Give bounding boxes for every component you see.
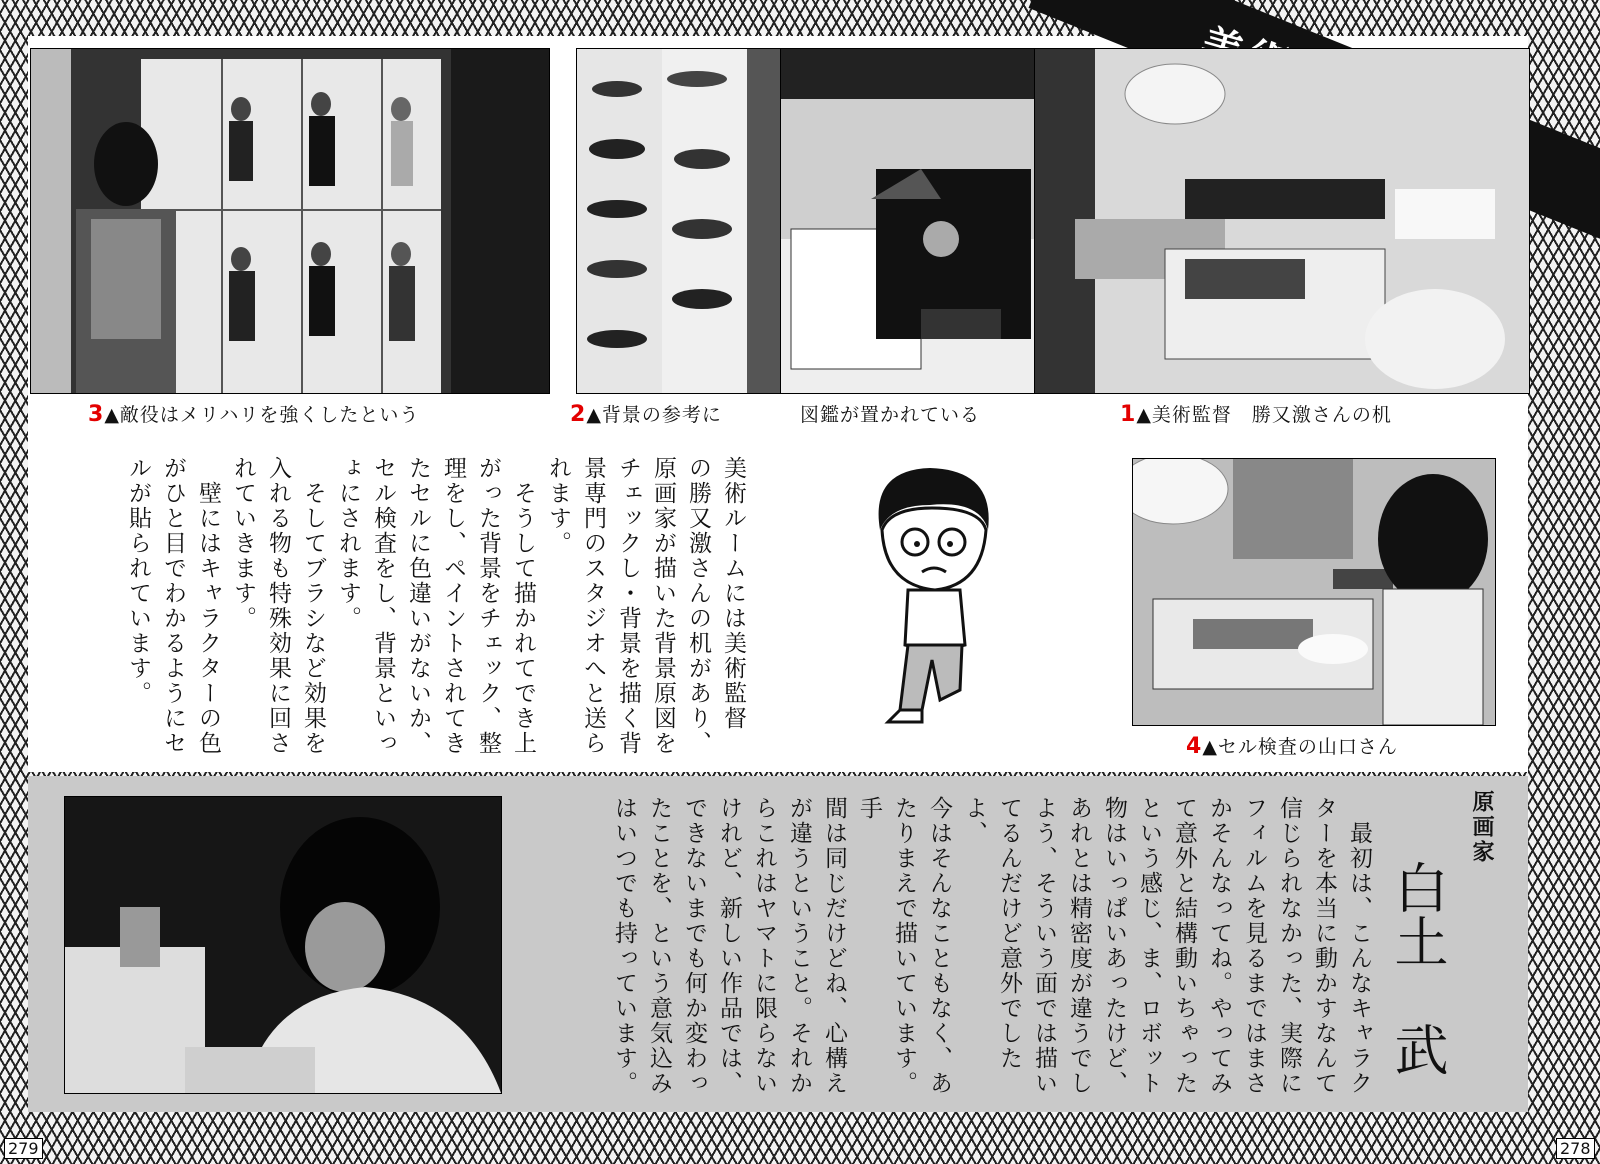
article-line: 原画家が描いた背景原図を	[650, 456, 676, 756]
caption-2b-text: 図鑑が置かれている	[800, 404, 981, 426]
photo-art-director-desk	[1034, 48, 1530, 394]
caption-4-text: ▲セル検査の山口さん	[1202, 736, 1398, 758]
article-line: たセルに色違いがないか、	[405, 456, 431, 756]
article-line: ルが貼られています。	[125, 456, 151, 706]
interview-line: 物はいっぱいあったけど、	[1101, 796, 1127, 1096]
article-line: 入れる物も特殊効果に回さ	[265, 456, 291, 756]
article-line: れていきます。	[230, 456, 256, 631]
article-line: ょにされます。	[335, 456, 361, 631]
caption-1-text: ▲美術監督 勝又激さんの机	[1136, 404, 1392, 426]
interview-line: ターを本当に動かすなんて	[1311, 796, 1337, 1096]
caption-4	[1186, 732, 1398, 759]
interview-line: 最初は、こんなキャラク	[1346, 796, 1372, 1096]
interview-text	[530, 796, 1376, 1096]
article-line: 美術ルームには美術監督	[720, 456, 746, 731]
interview-line: 今はそんなこともなく、あ	[926, 796, 952, 1096]
caption-1	[1120, 400, 1392, 427]
interview-line: らこれはヤマトに限らない	[751, 796, 777, 1096]
article-line: がひと目でわかるようにセ	[160, 456, 186, 756]
photo-desk-lamp	[780, 48, 1036, 394]
page-number-left: 279	[4, 1138, 43, 1159]
photo-character-sheets	[30, 48, 550, 394]
article-line: そしてブラシなど効果を	[300, 456, 326, 756]
interview-line: て意外と結構動いちゃった	[1171, 796, 1197, 1096]
article-line: 景専門のスタジオへと送ら	[580, 456, 606, 756]
article-line: セル検査をし、背景といっ	[370, 456, 396, 756]
caption-2-text: ▲背景の参考に	[586, 404, 722, 426]
interview-line: できないまでも何か変わっ	[681, 796, 707, 1096]
interview-line: フィルムを見るまではまさ	[1241, 796, 1267, 1096]
caption-2	[570, 400, 722, 427]
interview-line: よう、そういう面では描い	[1031, 796, 1057, 1096]
interview-line: てるんだけど意外でしたよ、	[961, 796, 1022, 1071]
caption-4-number: 4	[1186, 734, 1203, 759]
interview-line: けれど、新しい作品では、	[716, 796, 742, 1096]
article-text	[60, 456, 750, 756]
caption-2b	[800, 400, 980, 427]
interview-name: 白土 武	[1386, 860, 1449, 1076]
article-line: の勝又激さんの机があり、	[685, 456, 711, 756]
interview-line: が違うということ。それか	[786, 796, 812, 1096]
cartoon-character	[860, 460, 1010, 735]
photo-background-reference	[576, 48, 782, 394]
interview-line: 信じられなかった、実際に	[1276, 796, 1302, 1096]
caption-2-number: 2	[570, 402, 587, 427]
photo-cel-inspection	[1132, 458, 1496, 726]
article-line: れます。	[545, 456, 571, 556]
page-number-right: 278	[1556, 1138, 1595, 1159]
interview-line: たことを、という意気込み	[646, 796, 672, 1096]
article-line: がった背景をチェック、整	[475, 456, 501, 756]
interview-line: かそんなってね。やってみ	[1206, 796, 1232, 1096]
interview-line: たりまえで描いています。手	[856, 796, 917, 1096]
caption-3	[88, 400, 419, 427]
interview-line: はいつでも持っています。	[611, 796, 637, 1096]
caption-1-number: 1	[1120, 402, 1137, 427]
article-line: チェックし・背景を描く背	[615, 456, 641, 756]
article-line: 理をし、ペイントされてき	[440, 456, 466, 756]
article-line: そうして描かれてでき上	[510, 456, 536, 756]
interview-line: あれとは精密度が違うでし	[1066, 796, 1092, 1096]
interview-line: という感じ、ま、ロボット	[1136, 796, 1162, 1096]
interview-label: 原画家	[1469, 790, 1494, 865]
photo-animator	[64, 796, 502, 1094]
caption-3-text: ▲敵役はメリハリを強くしたという	[104, 404, 420, 426]
interview-line: 間は同じだけどね、心構え	[821, 796, 847, 1096]
article-line: 壁にはキャラクターの色	[195, 456, 221, 756]
caption-3-number: 3	[88, 402, 105, 427]
